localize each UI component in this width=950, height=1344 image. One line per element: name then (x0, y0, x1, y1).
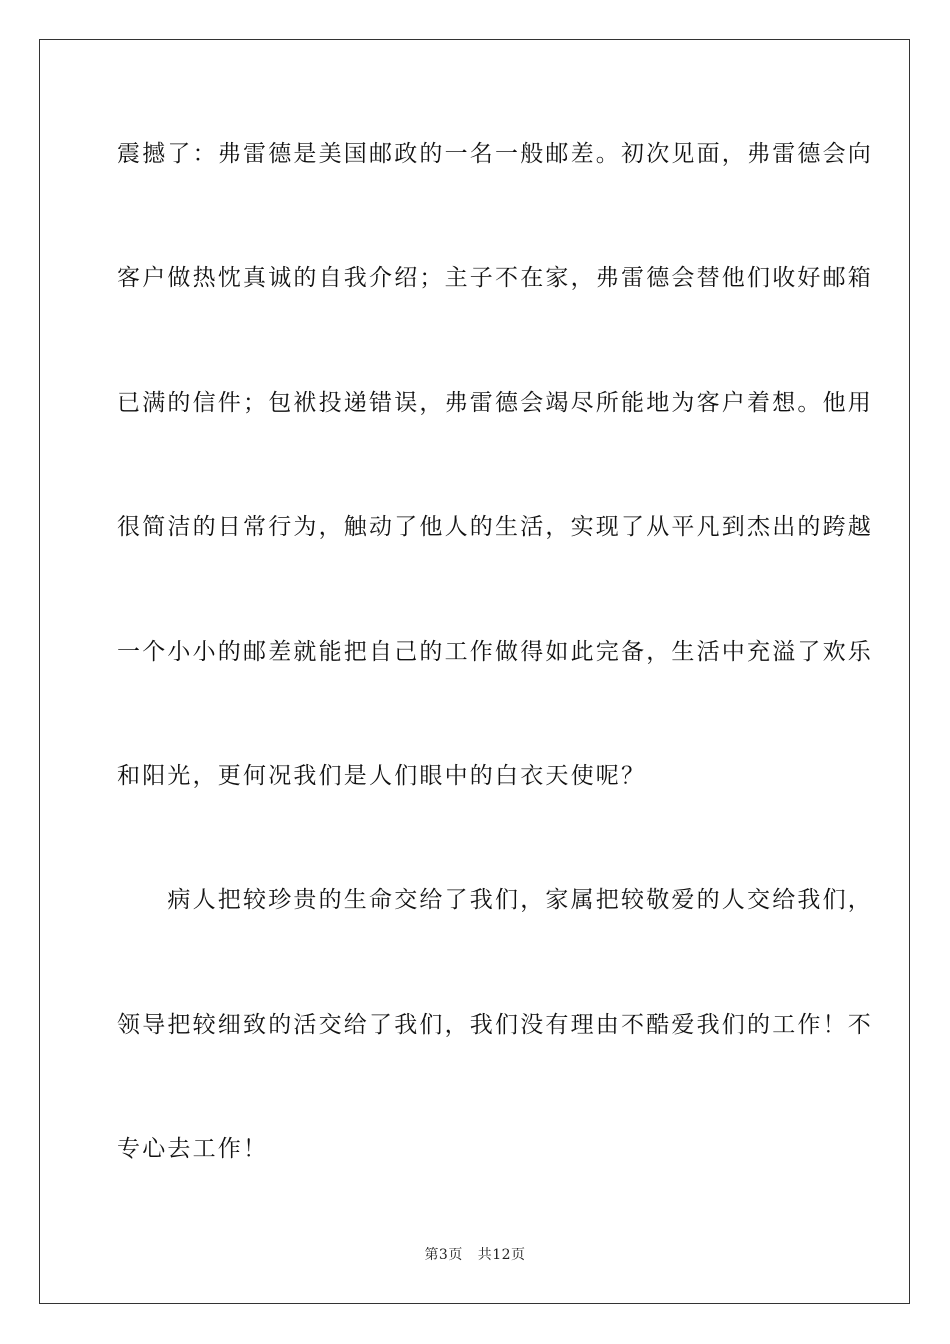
total-pages: 共12页 (477, 1247, 526, 1263)
body-text-line-7: 病人把较珍贵的生命交给了我们，家属把较敬爱的人交给我们， (117, 887, 873, 913)
page-frame (39, 39, 910, 1304)
body-text-line-3: 已满的信件；包袱投递错误，弗雷德会竭尽所能地为客户着想。他用 (117, 390, 873, 416)
body-text-line-4: 很简洁的日常行为，触动了他人的生活，实现了从平凡到杰出的跨越 (117, 514, 873, 540)
page-number: 第3页 (424, 1247, 463, 1263)
body-text-line-2: 客户做热忱真诚的自我介绍；主子不在家，弗雷德会替他们收好邮箱 (117, 265, 873, 291)
page-footer (0, 1246, 950, 1264)
body-text-line-1: 震撼了：弗雷德是美国邮政的一名一般邮差。初次见面，弗雷德会向 (117, 141, 873, 167)
body-text-line-8: 领导把较细致的活交给了我们，我们没有理由不酷爱我们的工作！不 (117, 1012, 873, 1038)
body-text-line-6: 和阳光，更何况我们是人们眼中的白衣天使呢？ (117, 763, 647, 789)
body-text-line-9: 专心去工作！ (117, 1136, 269, 1162)
body-text-line-5: 一个小小的邮差就能把自己的工作做得如此完备，生活中充溢了欢乐 (117, 639, 873, 665)
footer-spacer (463, 1247, 478, 1263)
